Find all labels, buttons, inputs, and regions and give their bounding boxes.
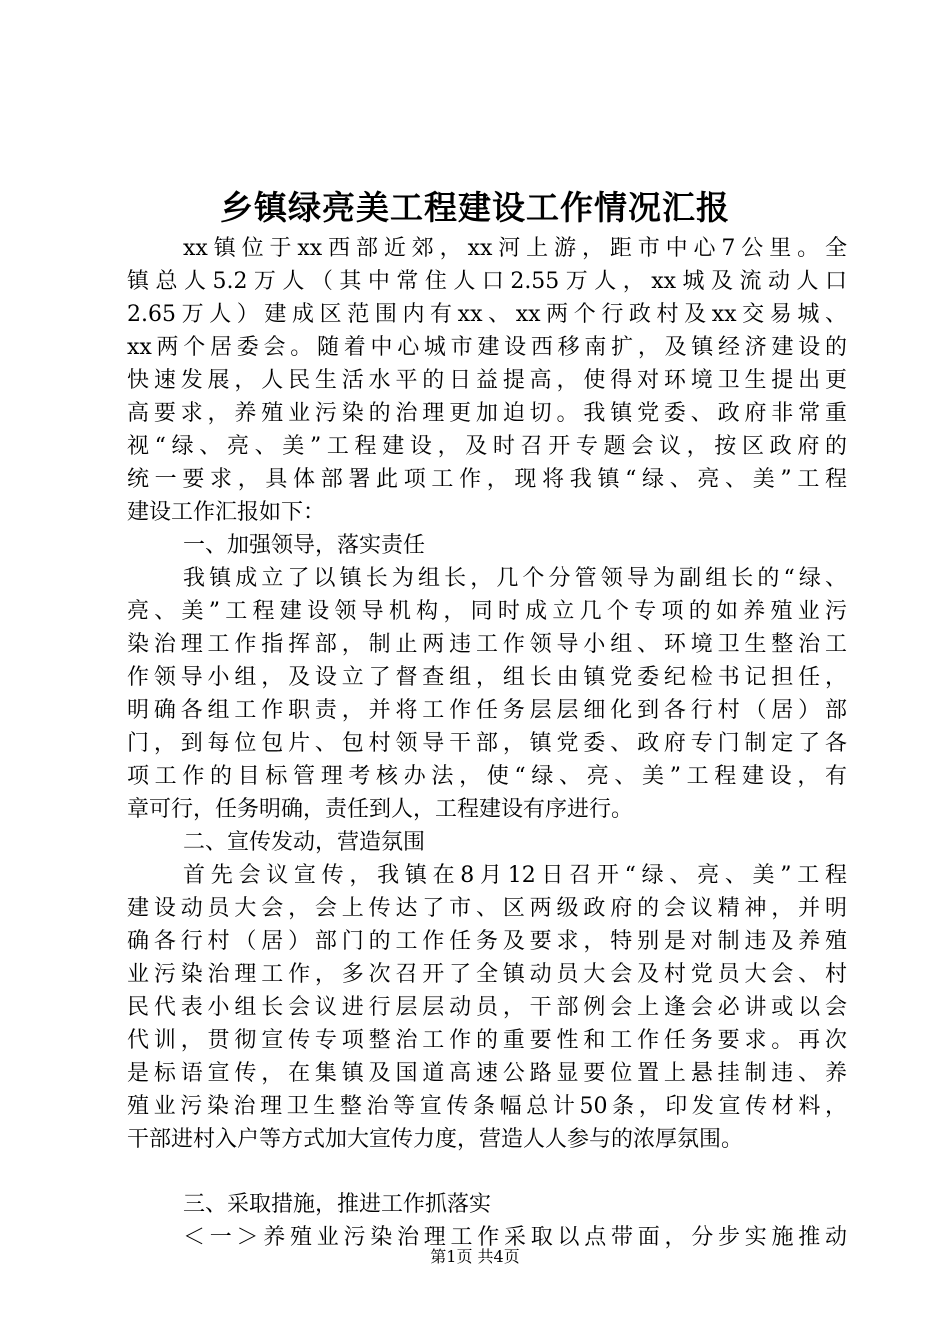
paragraph-line: 确各行村（居）部门的工作任务及要求，特别是对制违及养殖 [127,929,847,954]
paragraph-line: 干部进村入户等方式加大宣传力度，营造人人参与的浓厚氛围。 [127,1127,744,1152]
paragraph-line: 镇总人5.2万人（其中常住人口2.55万人，xx城及流动人口 [127,269,847,294]
paragraph-line: 2.65万人）建成区范围内有xx、xx两个行政村及xx交易城、 [127,302,847,327]
paragraph-line: 统一要求，具体部署此项工作，现将我镇“绿、亮、美”工程 [127,467,847,492]
paragraph-line: 业污染治理工作，多次召开了全镇动员大会及村党员大会、村 [127,962,847,987]
paragraph-line: 染治理工作指挥部，制止两违工作领导小组、环境卫生整治工 [127,632,847,657]
paragraph-line: 殖业污染治理卫生整治等宣传条幅总计50条，印发宣传材料， [127,1094,847,1119]
paragraph-line: 建设工作汇报如下： [127,500,326,525]
paragraph-line: 门，到每位包片、包村领导干部，镇党委、政府专门制定了各 [127,731,847,756]
paragraph-line: ＜一＞养殖业污染治理工作采取以点带面，分步实施推动 [183,1225,847,1250]
paragraph-line: 章可行，任务明确，责任到人，工程建设有序进行。 [127,797,634,822]
paragraph-line: xx两个居委会。随着中心城市建设西移南扩，及镇经济建设的 [127,335,847,360]
paragraph-line: xx镇位于xx西部近郊，xx河上游，距市中心7公里。全 [183,236,847,261]
paragraph-line: 明确各组工作职责，并将工作任务层层细化到各行村（居）部 [127,698,847,723]
paragraph-line: 建设动员大会，会上传达了市、区两级政府的会议精神，并明 [127,896,847,921]
paragraph-line: 项工作的目标管理考核办法，使“绿、亮、美”工程建设，有 [127,764,847,789]
document-body [127,232,847,1254]
paragraph-line: 作领导小组，及设立了督查组，组长由镇党委纪检书记担任， [127,665,847,690]
paragraph-line: 是标语宣传，在集镇及国道高速公路显要位置上悬挂制违、养 [127,1061,847,1086]
section-heading: 一、加强领导，落实责任 [183,533,426,558]
paragraph-line: 亮、美”工程建设领导机构，同时成立几个专项的如养殖业污 [127,599,847,624]
paragraph-line: 视“绿、亮、美”工程建设，及时召开专题会议，按区政府的 [127,434,847,459]
section-heading: 二、宣传发动，营造氛围 [183,830,426,855]
document-title: 乡镇绿亮美工程建设工作情况汇报 [220,188,730,227]
paragraph-line: 高要求，养殖业污染的治理更加迫切。我镇党委、政府非常重 [127,401,847,426]
section-heading: 三、采取措施，推进工作抓落实 [183,1192,492,1217]
paragraph-line: 我镇成立了以镇长为组长，几个分管领导为副组长的“绿、 [183,566,847,591]
paragraph-line: 民代表小组长会议进行层层动员，干部例会上逢会必讲或以会 [127,995,847,1020]
paragraph-line: 代训，贯彻宣传专项整治工作的重要性和工作任务要求。再次 [127,1028,847,1053]
paragraph-line: 快速发展，人民生活水平的日益提高，使得对环境卫生提出更 [127,368,847,393]
paragraph-line: 首先会议宣传，我镇在8月12日召开“绿、亮、美”工程 [183,863,847,888]
page-footer: 第1页 共4页 [430,1247,520,1266]
